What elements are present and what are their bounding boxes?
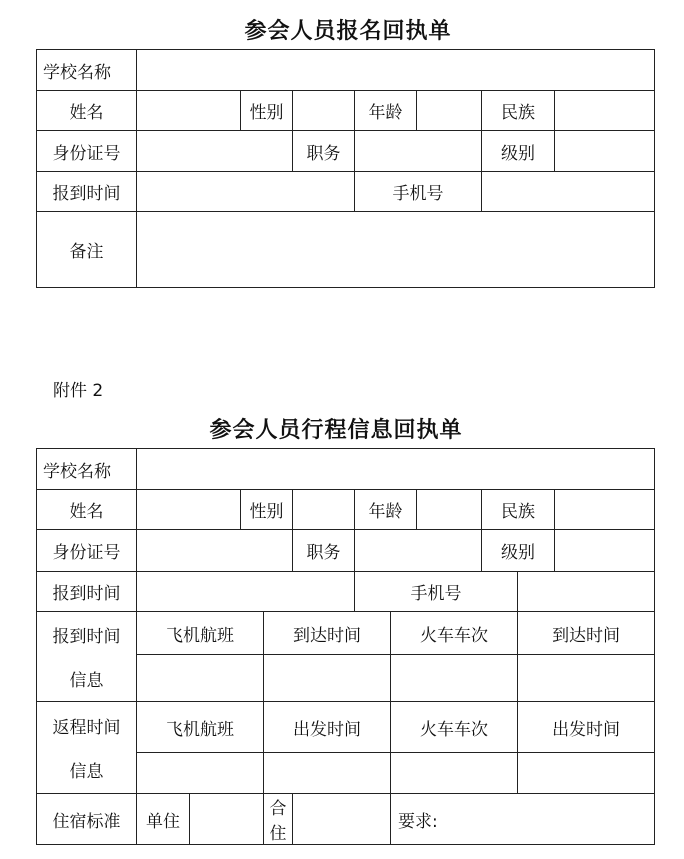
ethnicity-label: 民族 — [482, 91, 555, 131]
single-field[interactable] — [190, 794, 264, 845]
position-field[interactable] — [355, 131, 482, 172]
arrival-flight-label: 飞机航班 — [137, 612, 264, 655]
school-label: 学校名称 — [37, 449, 137, 490]
return-info-label — [37, 702, 137, 794]
ethnicity-label: 民族 — [482, 490, 555, 530]
arrival-time-label: 报到时间 — [37, 172, 137, 212]
ethnicity-field[interactable] — [555, 91, 655, 131]
table-row — [37, 794, 655, 845]
single-label: 单住 — [137, 794, 190, 845]
return-info-line1: 返程时间 — [52, 718, 121, 738]
age-field[interactable] — [417, 91, 482, 131]
table-row — [37, 530, 655, 572]
return-flight-label: 飞机航班 — [137, 702, 264, 753]
lodging-label: 住宿标准 — [37, 794, 137, 845]
form2-title: 参会人员行程信息回执单 — [209, 418, 463, 443]
phone-label: 手机号 — [355, 172, 482, 212]
name-label: 姓名 — [37, 91, 137, 131]
rank-label: 级别 — [482, 530, 555, 572]
name-label: 姓名 — [37, 490, 137, 530]
school-field[interactable] — [137, 50, 655, 91]
school-field[interactable] — [137, 449, 655, 490]
return-train-field[interactable] — [391, 753, 518, 794]
arrival-info-line1: 报到时间 — [52, 627, 121, 647]
id-number-field[interactable] — [137, 131, 293, 172]
arrival-info-label — [37, 612, 137, 702]
remarks-field[interactable] — [137, 212, 655, 288]
return-info-line2: 信息 — [69, 762, 104, 782]
id-number-label: 身份证号 — [37, 131, 137, 172]
table-row — [37, 212, 655, 288]
arrival-info-line2: 信息 — [69, 671, 104, 691]
arrival-train-field[interactable] — [391, 655, 518, 702]
arrival-flight-field[interactable] — [137, 655, 264, 702]
id-number-field[interactable] — [137, 530, 293, 572]
shared-field[interactable] — [293, 794, 391, 845]
return-train-time-label: 出发时间 — [518, 702, 655, 753]
phone-label: 手机号 — [355, 572, 518, 612]
shared-label: 合住 — [264, 794, 293, 845]
return-flight-field[interactable] — [137, 753, 264, 794]
return-train-label: 火车车次 — [391, 702, 518, 753]
rank-field[interactable] — [555, 530, 655, 572]
gender-label: 性别 — [241, 490, 293, 530]
gender-field[interactable] — [293, 490, 355, 530]
table-row — [37, 449, 655, 490]
arrival-train-time-field[interactable] — [518, 655, 655, 702]
table-row — [37, 131, 655, 172]
arrival-train-time-label: 到达时间 — [518, 612, 655, 655]
arrival-time-field[interactable] — [137, 172, 355, 212]
position-field[interactable] — [355, 530, 482, 572]
arrival-flight-time-field[interactable] — [264, 655, 391, 702]
return-flight-time-label: 出发时间 — [264, 702, 391, 753]
table-row — [37, 91, 655, 131]
arrival-train-label: 火车车次 — [391, 612, 518, 655]
return-train-time-field[interactable] — [518, 753, 655, 794]
phone-field[interactable] — [518, 572, 655, 612]
table-row — [37, 50, 655, 91]
registration-table — [36, 49, 655, 288]
rank-label: 级别 — [482, 131, 555, 172]
arrival-time-field[interactable] — [137, 572, 355, 612]
table-row — [37, 490, 655, 530]
itinerary-table — [36, 448, 655, 845]
id-number-label: 身份证号 — [37, 530, 137, 572]
table-row — [37, 612, 655, 655]
age-label: 年龄 — [355, 91, 417, 131]
annex-label: 附件 2 — [53, 381, 104, 401]
gender-label: 性别 — [241, 91, 293, 131]
arrival-time-label: 报到时间 — [37, 572, 137, 612]
name-field[interactable] — [137, 490, 241, 530]
age-field[interactable] — [417, 490, 482, 530]
age-label: 年龄 — [355, 490, 417, 530]
remarks-label: 备注 — [37, 212, 137, 288]
table-row — [37, 702, 655, 753]
requirement-field[interactable]: 要求: — [391, 794, 655, 845]
position-label: 职务 — [293, 530, 355, 572]
position-label: 职务 — [293, 131, 355, 172]
phone-field[interactable] — [482, 172, 655, 212]
table-row — [37, 172, 655, 212]
ethnicity-field[interactable] — [555, 490, 655, 530]
table-row — [37, 572, 655, 612]
rank-field[interactable] — [555, 131, 655, 172]
gender-field[interactable] — [293, 91, 355, 131]
arrival-flight-time-label: 到达时间 — [264, 612, 391, 655]
form1-title: 参会人员报名回执单 — [244, 19, 452, 44]
school-label: 学校名称 — [37, 50, 137, 91]
return-flight-time-field[interactable] — [264, 753, 391, 794]
name-field[interactable] — [137, 91, 241, 131]
